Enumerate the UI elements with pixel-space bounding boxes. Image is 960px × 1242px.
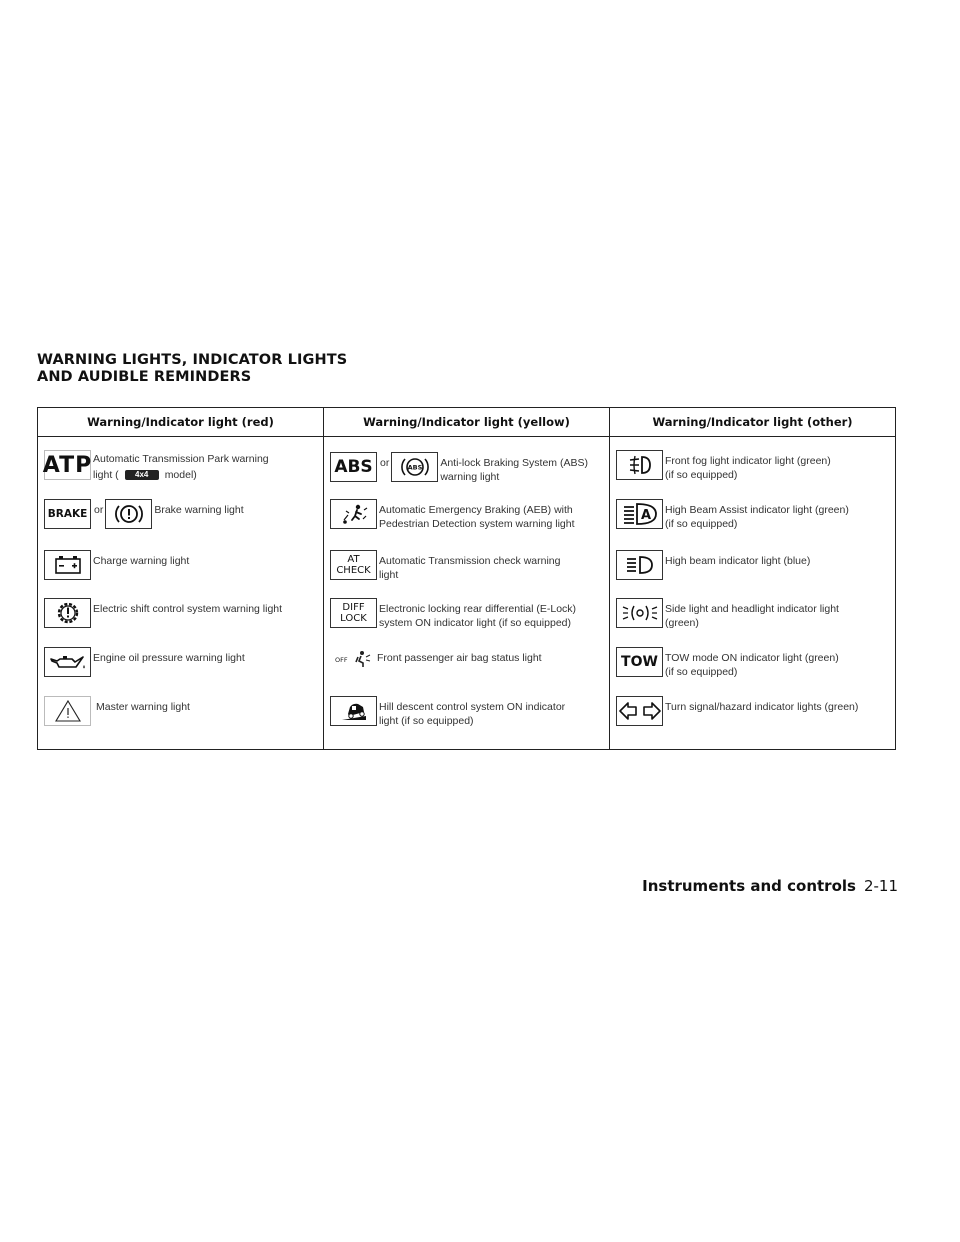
shift-entry: [44, 598, 321, 628]
atp-line2-prefix: light (: [93, 469, 119, 481]
hba-description-line1: High Beam Assist indicator light (green): [665, 504, 849, 516]
battery-icon: [44, 550, 91, 580]
column-header-other: Warning/Indicator light (other): [610, 408, 896, 437]
gear-icon: [44, 598, 91, 628]
brake-text-icon: BRAKE: [44, 499, 91, 529]
table-header-row: [38, 408, 896, 437]
atp-entry: [44, 450, 321, 482]
column-red: [38, 437, 324, 750]
high-beam-icon: [616, 550, 663, 580]
atp-description-line1: Automatic Transmission Park warning: [93, 453, 269, 465]
tow-description: [665, 647, 839, 679]
atcheck-entry: [330, 550, 607, 582]
sidelight-description-line2: (green): [665, 617, 699, 629]
hill-description-line1: Hill descent control system ON indicator: [379, 701, 566, 713]
side-light-icon: [616, 598, 663, 628]
column-other: [610, 437, 896, 750]
atp-description: [93, 450, 269, 482]
master-description: Master warning light: [96, 701, 190, 713]
warning-triangle-icon: [44, 696, 91, 726]
tow-description-line2: (if so equipped): [665, 666, 738, 678]
airbag-off-label: OFF: [334, 656, 348, 664]
diff-description: [379, 598, 576, 630]
high-beam-assist-icon: [616, 499, 663, 529]
chapter-title: Instruments and controls: [642, 877, 856, 895]
diff-description-line1: Electronic locking rear differential (E-Lock): [379, 603, 577, 615]
warning-lights-table: [37, 407, 896, 750]
abs-description-line1: Anti-lock Braking System (ABS): [440, 457, 588, 469]
column-yellow: [324, 437, 610, 750]
sidelight-description-line1: Side light and headlight indicator light: [665, 603, 839, 615]
master-entry: [44, 696, 321, 726]
column-header-yellow: Warning/Indicator light (yellow): [324, 408, 610, 437]
abs-or-label: or: [380, 457, 390, 469]
sidelight-entry: [616, 598, 893, 630]
brake-entry: [44, 499, 321, 529]
abs-text-icon: ABS: [330, 452, 377, 482]
page-footer: [642, 877, 898, 895]
hill-description: [379, 696, 565, 728]
abs-circle-icon: [391, 452, 438, 482]
aeb-description-line1: Automatic Emergency Braking (AEB) with: [379, 504, 573, 516]
hba-entry: [616, 499, 893, 531]
tow-description-line1: TOW mode ON indicator light (green): [665, 652, 839, 664]
section-title-line2: AND AUDIBLE REMINDERS: [37, 369, 252, 385]
oil-entry: [44, 647, 321, 677]
diff-entry: [330, 598, 607, 630]
tow-entry: [616, 647, 893, 679]
atcheck-description-line2: light: [379, 569, 399, 581]
hill-description-line2: light (if so equipped): [379, 715, 474, 727]
front-fog-icon: [616, 450, 663, 480]
atp-line2-suffix: model): [164, 469, 197, 481]
turn-description: Turn signal/hazard indicator lights (green): [665, 701, 859, 713]
brake-circle-icon: [105, 499, 152, 529]
turn-entry: [616, 696, 893, 726]
aeb-description: [379, 499, 575, 531]
aeb-icon: [330, 499, 377, 529]
turn-signal-arrows-icon: [616, 696, 663, 726]
diff-lock-icon: DIFF LOCK: [330, 598, 377, 628]
aeb-description-line2: Pedestrian Detection system warning light: [379, 518, 575, 530]
airbag-description: Front passenger air bag status light: [377, 652, 542, 664]
highbeam-entry: [616, 550, 893, 580]
aeb-entry: [330, 499, 607, 531]
abs-circle-label: ABS: [407, 463, 423, 472]
hba-description: [665, 499, 849, 531]
diff-description-line2: system ON indicator light (if so equipped): [379, 617, 571, 629]
fog-description-line2: (if so equipped): [665, 469, 738, 481]
fog-entry: [616, 450, 893, 482]
tow-mode-icon: TOW: [616, 647, 663, 677]
atp-description-line2: [93, 468, 269, 482]
abs-description-line2: warning light: [440, 471, 500, 483]
brake-description: Brake warning light: [154, 504, 244, 516]
column-header-red: Warning/Indicator light (red): [38, 408, 324, 437]
highbeam-description: High beam indicator light (blue): [665, 555, 811, 567]
atp-icon: ATP: [44, 450, 91, 480]
brake-or-label: or: [94, 504, 104, 516]
shift-description: Electric shift control system warning light: [93, 603, 283, 615]
fog-description: [665, 450, 831, 482]
page-number: 2-11: [863, 877, 898, 895]
hba-letter: A: [640, 508, 651, 523]
airbag-entry: [330, 647, 607, 671]
airbag-off-icon: [330, 647, 377, 671]
section-title-line1: WARNING LIGHTS, INDICATOR LIGHTS: [37, 352, 348, 368]
hill-entry: [330, 696, 607, 728]
section-title: [37, 352, 347, 386]
hill-descent-icon: [330, 696, 377, 726]
four-by-four-badge: 4x4: [125, 470, 159, 480]
table-body-row: [38, 437, 896, 750]
charge-entry: [44, 550, 321, 580]
abs-description: [440, 452, 588, 484]
at-check-icon: AT CHECK: [330, 550, 377, 580]
hba-description-line2: (if so equipped): [665, 518, 738, 530]
charge-description: Charge warning light: [93, 555, 190, 567]
fog-description-line1: Front fog light indicator light (green): [665, 455, 831, 467]
oil-description: Engine oil pressure warning light: [93, 652, 245, 664]
abs-entry: [330, 452, 607, 484]
atcheck-description: [379, 550, 561, 582]
sidelight-description: [665, 598, 839, 630]
oil-can-icon: [44, 647, 91, 677]
atcheck-description-line1: Automatic Transmission check warning: [379, 555, 561, 567]
